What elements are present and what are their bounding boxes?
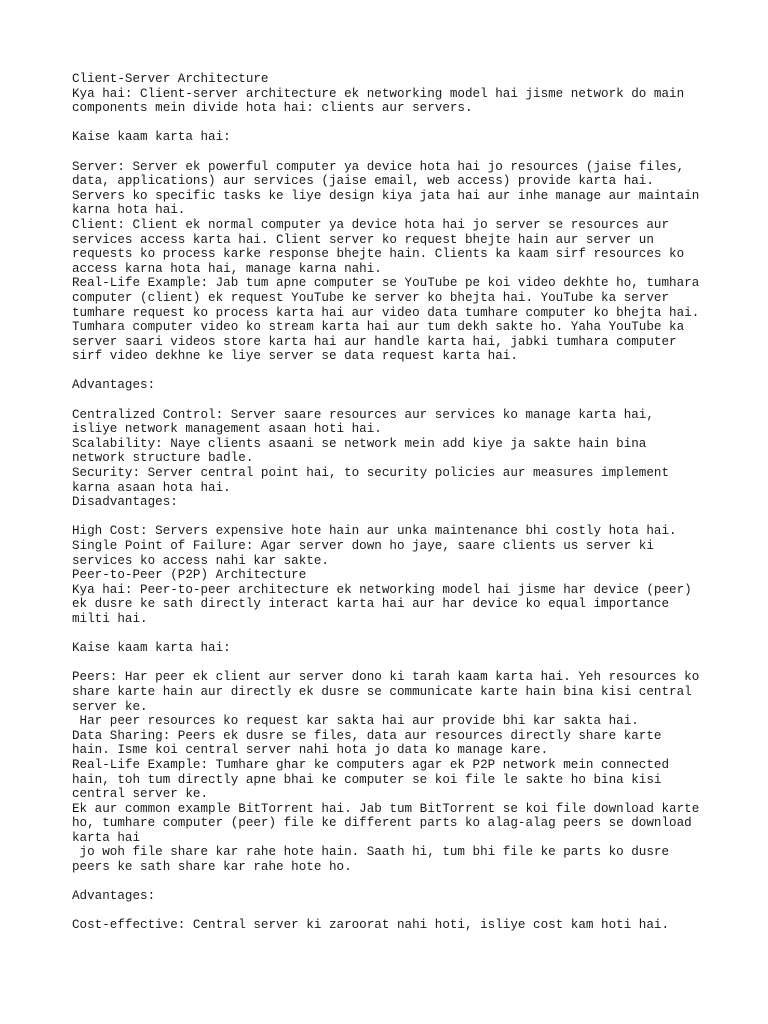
text-line: karta hai [72,830,141,845]
text-line: Real-Life Example: Tumhare ghar ke computers agar ek P2P network mein connected [72,757,670,772]
text-line: jo woh file share kar rahe hote hain. Saath hi, tum bhi file ke parts ko dusre [72,845,670,860]
text-line: access karna hota hai, manage karna nahi. [72,261,382,276]
text-line: central server ke. [72,787,209,802]
text-line: Kaise kaam karta hai: [72,130,231,145]
text-line: Client: Client ek normal computer ya device hota hai jo server se resources aur [72,217,670,232]
text-line: hain, toh tum directly apne bhai ke computer se koi file le sakte ho bina kisi [72,772,662,787]
text-line: Servers ko specific tasks ke liye design kiya jata hai aur inhe manage aur maintain [72,188,700,203]
text-line: Ek aur common example BitTorrent hai. Jab tum BitTorrent se koi file download karte [72,801,700,816]
text-line: Real-Life Example: Jab tum apne computer se YouTube pe koi video dekhte ho, tumhara [72,276,700,291]
text-line: services ko access nahi kar sakte. [72,553,329,568]
text-line: Security: Server central point hai, to security policies aur measures implement [72,466,670,481]
text-line: ho, tumhare computer (peer) file ke different parts ko alag-alag peers se download [72,816,692,831]
blank-line [72,364,712,379]
text-line: server saari videos store karta hai aur handle karta hai, jabki tumhara computer [72,334,677,349]
text-line: share karte hain aur directly ek dusre se communicate karte hain bina kisi central [72,684,692,699]
text-line: karna hota hai. [72,203,186,218]
text-line: data, applications) aur services (jaise email, web access) provide karta hai. [72,174,654,189]
text-line: Advantages: [72,378,156,393]
text-line: Disadvantages: [72,495,178,510]
text-line: Centralized Control: Server saare resources aur services ko manage karta hai, [72,407,654,422]
blank-line [72,904,712,919]
text-line: Kaise kaam karta hai: [72,641,231,656]
text-line: Data Sharing: Peers ek dusre se files, data aur resources directly share karte [72,728,662,743]
text-line: network structure badle. [72,451,254,466]
text-line: Tumhara computer video ko stream karta hai aur tum dekh sakte ho. Yaha YouTube ka [72,320,685,335]
text-line: Kya hai: Client-server architecture ek networking model hai jisme network do main [72,86,685,101]
text-line: isliye network management asaan hoti hai. [72,422,382,437]
text-line: components mein divide hota hai: clients aur servers. [72,101,473,116]
text-line: ek dusre ke sath directly interact karta hai aur har device ko equal importance [72,597,670,612]
text-line: Kya hai: Peer-to-peer architecture ek networking model hai jisme har device (peer) [72,582,692,597]
text-line: peers ke sath share kar rahe hote ho. [72,860,352,875]
blank-line [72,393,712,408]
text-line: sirf video dekhne ke liye server se data request karta hai. [72,349,518,364]
blank-line [72,510,712,525]
text-line: karna asaan hota hai. [72,480,231,495]
text-line: Client-Server Architecture [72,72,269,86]
blank-line [72,627,712,642]
text-line: milti hai. [72,611,148,626]
text-line: requests ko process karke response bhejte hain. Clients ka kaam sirf resources ko [72,247,685,262]
text-line: Peer-to-Peer (P2P) Architecture [72,568,307,583]
text-line: Scalability: Naye clients asaani se network mein add kiye ja sakte hain bina [72,436,647,451]
text-line: Cost-effective: Central server ki zaroorat nahi hoti, isliye cost kam hoti hai. [72,918,670,933]
text-line: Single Point of Failure: Agar server down ho jaye, saare clients us server ki [72,539,654,553]
text-line: Peers: Har peer ek client aur server dono ki tarah kaam karta hai. Yeh resources ko [72,670,700,685]
text-line: computer (client) ek request YouTube ke server ko bhejta hai. YouTube ka server [72,290,670,305]
document-body [72,72,712,933]
blank-line [72,656,712,671]
text-line: services access karta hai. Client server ko request bhejte hain aur server un [72,232,654,247]
text-line: High Cost: Servers expensive hote hain aur unka maintenance bhi costly hota hai. [72,524,677,539]
blank-line [72,145,712,160]
text-line: Advantages: [72,889,156,904]
text-line: Server: Server ek powerful computer ya device hota hai jo resources (jaise files, [72,159,685,174]
blank-line [72,116,712,131]
text-line: tumhare request ko process karta hai aur video data tumhare computer ko bhejta hai. [72,305,700,320]
blank-line [72,875,712,890]
text-line: server ke. [72,699,148,714]
text-line: hain. Isme koi central server nahi hota jo data ko manage kare. [72,743,549,758]
text-line: Har peer resources ko request kar sakta hai aur provide bhi kar sakta hai. [72,714,639,729]
